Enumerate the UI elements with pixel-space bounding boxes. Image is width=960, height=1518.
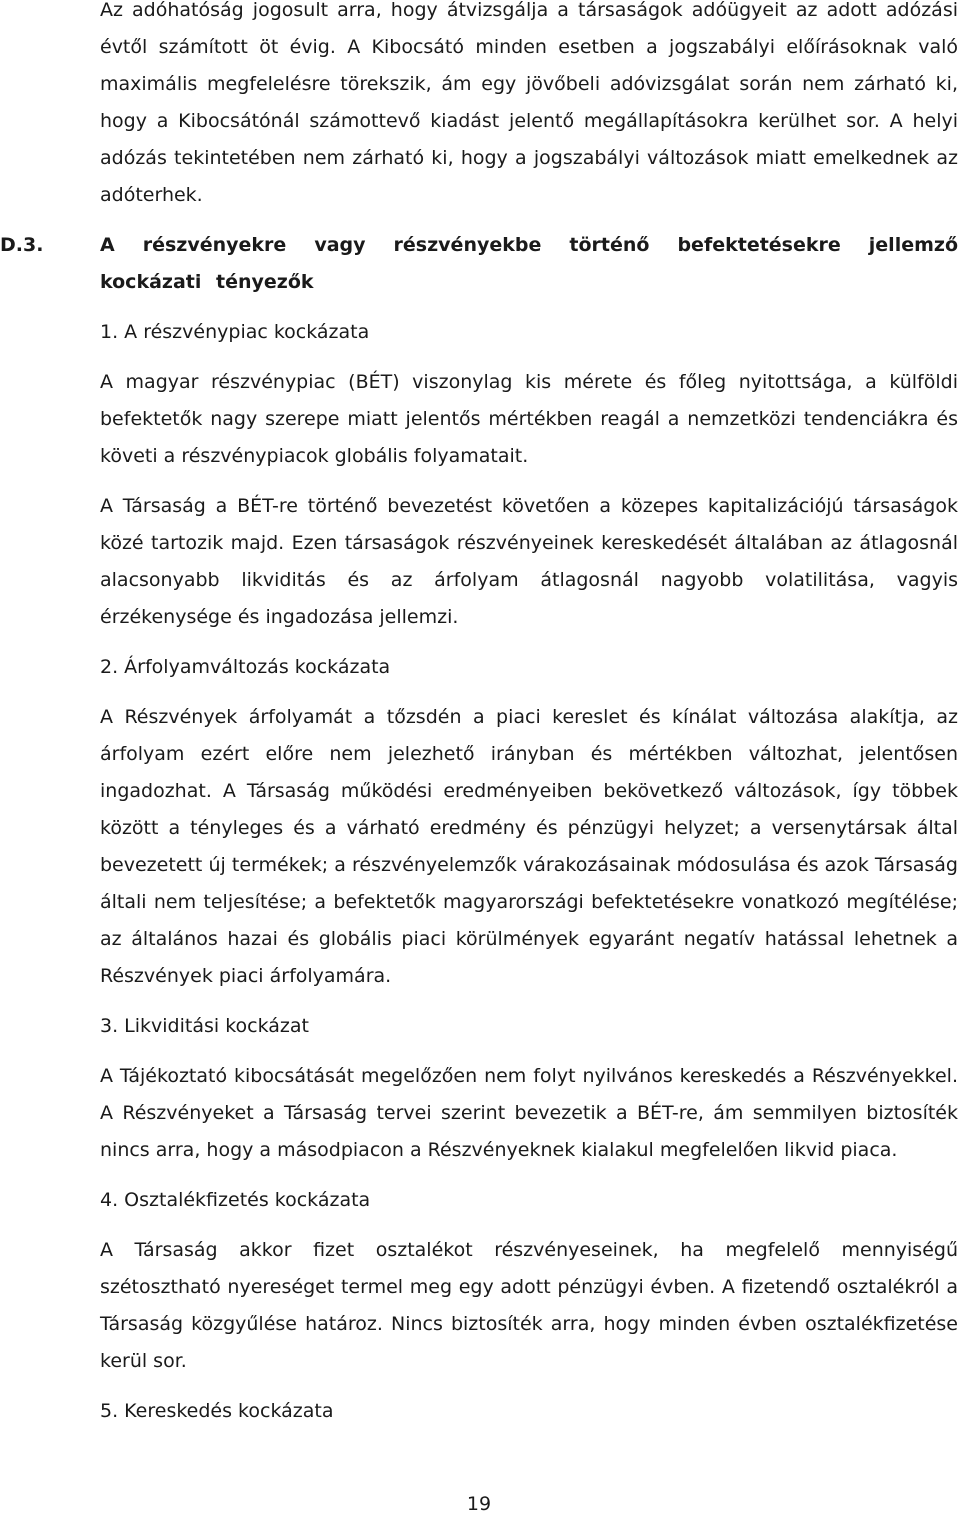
subsection-2 — [100, 649, 958, 995]
subsection-4 — [100, 1182, 958, 1380]
page-number: 19 — [466, 1493, 492, 1515]
subsection-heading: 5. Kereskedés kockázata — [100, 1400, 334, 1422]
subsection-5 — [100, 1393, 958, 1430]
section-d3 — [0, 227, 958, 301]
paragraph: A magyar részvénypiac (BÉT) viszonylag kis mérete és főleg nyitottsága, a külföldi befektetők nagy szerepe miatt jelentős mértékben reagál a nemzetközi tendenciákra és követi a részvénypiacok globális folyamatait. — [100, 371, 958, 467]
subsection-heading: 3. Likviditási kockázat — [100, 1015, 309, 1037]
subsection-heading: 1. A részvénypiac kockázata — [100, 321, 370, 343]
subsection-heading: 4. Osztalékfizetés kockázata — [100, 1189, 371, 1211]
paragraph: A Tájékoztató kibocsátását megelőzően nem folyt nyilvános kereskedés a Részvényekkel. A Részvényeket a Társaság tervei szerint bevezetik a BÉT-re, ám semmilyen biztosíték nincs arra, hogy a másodpiacon a Részvényeknek kialakul megfelelően likvid piaca. — [100, 1065, 958, 1161]
section-title: A részvényekre vagy részvényekbe történő befektetésekre jellemző kockázati tényezők — [100, 234, 958, 293]
paragraph: A Társaság akkor fizet osztalékot részvényeseinek, ha megfelelő mennyiségű szétosztható nyereséget termel meg egy adott pénzügyi évben. A fizetendő osztalékról a Társaság közgyűlése határoz. Nincs biztosíték arra, hogy minden évben osztalékfizetése kerül sor. — [100, 1239, 958, 1372]
subsection-1 — [100, 314, 958, 636]
paragraph: A Társaság a BÉT-re történő bevezetést követően a közepes kapitalizációjú társaságok közé tartozik majd. Ezen társaságok részvényeinek kereskedését általában az átlagosnál alacsonyabb likviditás és az árfolyam átlagosnál nagyobb volatilitása, vagyis érzékenysége és ingadozása jellemzi. — [100, 495, 958, 628]
paragraph: A Részvények árfolyamát a tőzsdén a piaci kereslet és kínálat változása alakítja, az árfolyam ezért előre nem jelezhető irányban és mértékben változhat, jelentősen ingadozhat. A Társaság működési eredményeiben bekövetkező változások, így többek között a tényleges és a várható eredmény és pénzügyi helyzet; a versenytársak által bevezetett új termékek; a részvényelemzők várakozásainak módosulása és azok Társaság általi nem teljesítése; a befektetők magyarországi befektetésekre vonatkozó megítélése; az általános hazai és globális piaci körülmények egyaránt negatív hatással lehetnek a Részvények piaci árfolyamára. — [100, 706, 958, 987]
section-number: D.3. — [0, 234, 44, 256]
subsection-heading: 2. Árfolyamváltozás kockázata — [100, 656, 391, 678]
subsection-3 — [100, 1008, 958, 1169]
intro-paragraph: Az adóhatóság jogosult arra, hogy átvizsgálja a társaságok adóügyeit az adott adózási évtől számított öt évig. A Kibocsátó minden esetben a jogszabályi előírásoknak való maximális megfelelésre törekszik, ám egy jövőbeli adóvizsgálat során nem zárható ki, hogy a Kibocsátónál számottevő kiadást jelentő megállapításokra kerülhet sor. A helyi adózás tekintetében nem zárható ki, hogy a jogszabályi változások miatt emelkednek az adóterhek. — [100, 0, 958, 206]
